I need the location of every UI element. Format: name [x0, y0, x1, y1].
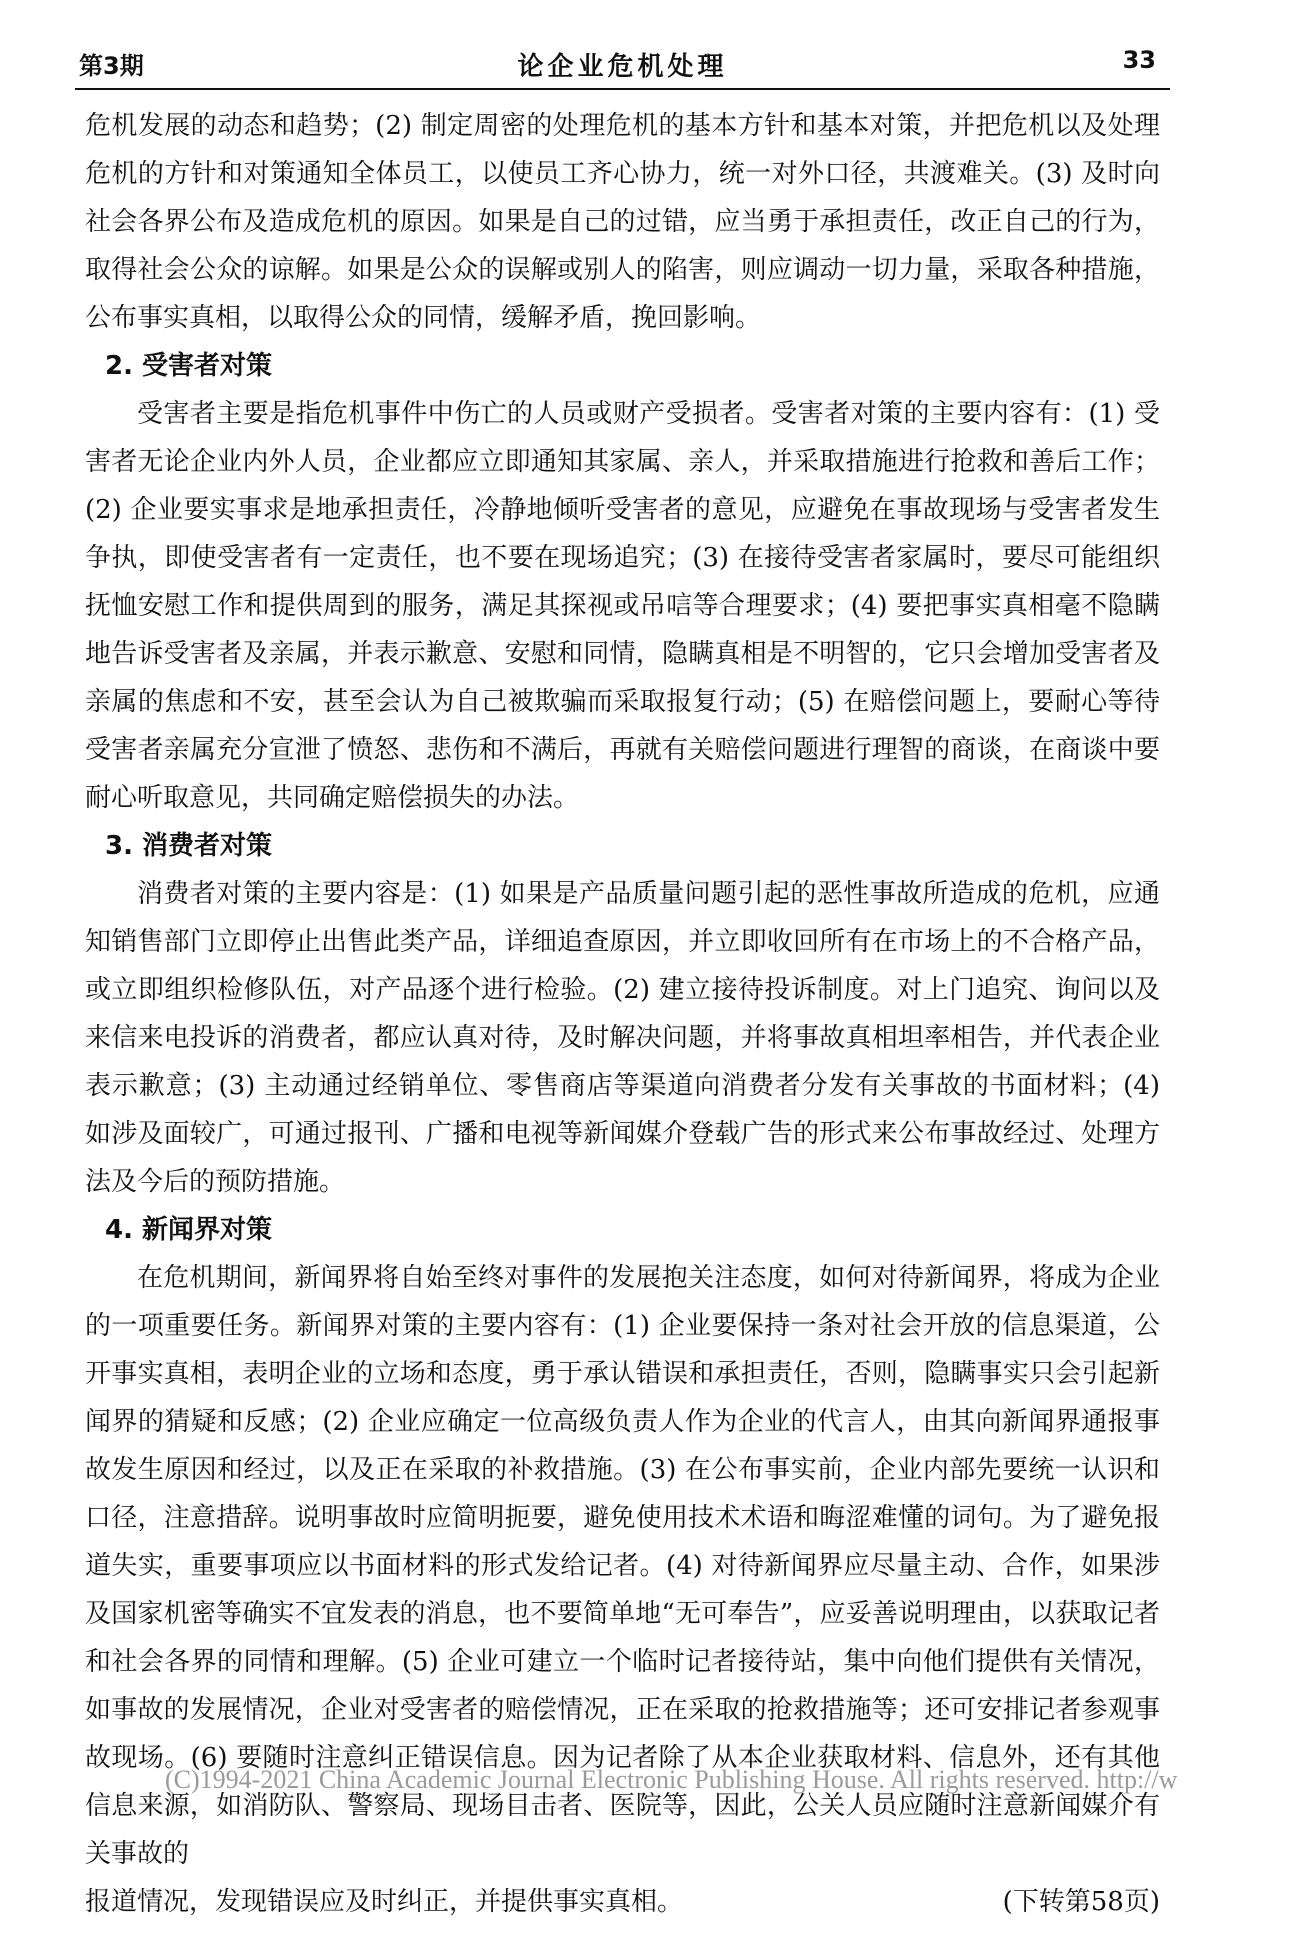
copyright-watermark: (C)1994-2021 China Academic Journal Electronic Publishing House. All rights reserved. http://w — [165, 1765, 1178, 1794]
heading-victim-strategy: 2. 受害者对策 — [105, 351, 273, 381]
page-header — [75, 38, 1170, 90]
page-number: 33 — [1122, 46, 1156, 74]
paragraph-press-strategy: 在危机期间，新闻界将自始至终对事件的发展抱关注态度，如何对待新闻界，将成为企业的一项重要任务。新闻界对策的主要内容有：(1) 企业要保持一条对社会开放的信息渠道，公开事实真相，表明企业的立场和态度，勇于承认错误和承担责任，否则，隐瞒事实只会引起新闻界的猜疑和反感；(2) 企业应确定一位高级负责人作为企业的代言人，由其向新闻界通报事故发生原因和经过，以及正在采取的补救措施。(3) 在公布事实前，企业内部先要统一认识和口径，注意措辞。说明事故时应简明扼要，避免使用技术术语和晦涩难懂的词句。为了避免报道失实，重要事项应以书面材料的形式发给记者。(4) 对待新闻界应尽量主动、合作，如果涉及国家机密等确实不宜发表的消息，也不要简单地“无可奉告”，应妥善说明理由，以获取记者和社会各界的同情和理解。(5) 企业可建立一个临时记者接待站，集中向他们提供有关情况，如事故的发展情况，企业对受害者的赔偿情况，正在采取的抢救措施等；还可安排记者参观事故现场。(6) 要随时注意纠正错误信息。因为记者除了从本企业获取材料、信息外，还有其他信息来源，如消防队、警察局、现场目击者、医院等，因此，公关人员应随时注意新闻媒介有关事故的 — [85, 1263, 1160, 1869]
heading-consumer-strategy: 3. 消费者对策 — [105, 831, 273, 861]
running-title: 论企业危机处理 — [517, 52, 728, 82]
issue-label: 第3期 — [79, 52, 144, 80]
continued-on-page-note: (下转第58页) — [1002, 1887, 1160, 1917]
final-line-text: 报道情况，发现错误应及时纠正，并提供事实真相。 — [85, 1887, 684, 1917]
paragraph-consumer-strategy: 消费者对策的主要内容是：(1) 如果是产品质量问题引起的恶性事故所造成的危机，应通知销售部门立即停止出售此类产品，详细追查原因，并立即收回所有在市场上的不合格产品，或立即组织检修队伍，对产品逐个进行检验。(2) 建立接待投诉制度。对上门追究、询问以及来信来电投诉的消费者，都应认真对待，及时解决问题，并将事故真相坦率相告，并代表企业表示歉意；(3) 主动通过经销单位、零售商店等渠道向消费者分发有关事故的书面材料；(4) 如涉及面较广，可通过报刊、广播和电视等新闻媒介登载广告的形式来公布事故经过、处理方法及今后的预防措施。 — [85, 879, 1160, 1197]
article-body — [85, 102, 1160, 1926]
final-line — [85, 1878, 1160, 1926]
paragraph-continued: 危机发展的动态和趋势；(2) 制定周密的处理危机的基本方针和基本对策，并把危机以及处理危机的方针和对策通知全体员工，以使员工齐心协力，统一对外口径，共渡难关。(3) 及时向社会各界公布及造成危机的原因。如果是自己的过错，应当勇于承担责任，改正自己的行为，取得社会公众的谅解。如果是公众的误解或别人的陷害，则应调动一切力量，采取各种措施，公布事实真相，以取得公众的同情，缓解矛盾，挽回影响。 — [85, 111, 1160, 333]
heading-press-strategy: 4. 新闻界对策 — [105, 1215, 273, 1245]
paragraph-victim-strategy: 受害者主要是指危机事件中伤亡的人员或财产受损者。受害者对策的主要内容有：(1) 受害者无论企业内外人员，企业都应立即通知其家属、亲人，并采取措施进行抢救和善后工作；(2) 企业要实事求是地承担责任，冷静地倾听受害者的意见，应避免在事故现场与受害者发生争执，即使受害者有一定责任，也不要在现场追究；(3) 在接待受害者家属时，要尽可能组织抚恤安慰工作和提供周到的服务，满足其探视或吊唁等合理要求；(4) 要把事实真相毫不隐瞒地告诉受害者及亲属，并表示歉意、安慰和同情，隐瞒真相是不明智的，它只会增加受害者及亲属的焦虑和不安，甚至会认为自己被欺骗而采取报复行动；(5) 在赔偿问题上，要耐心等待受害者亲属充分宣泄了愤怒、悲伤和不满后，再就有关赔偿问题进行理智的商谈，在商谈中要耐心听取意见，共同确定赔偿损失的办法。 — [85, 399, 1160, 813]
